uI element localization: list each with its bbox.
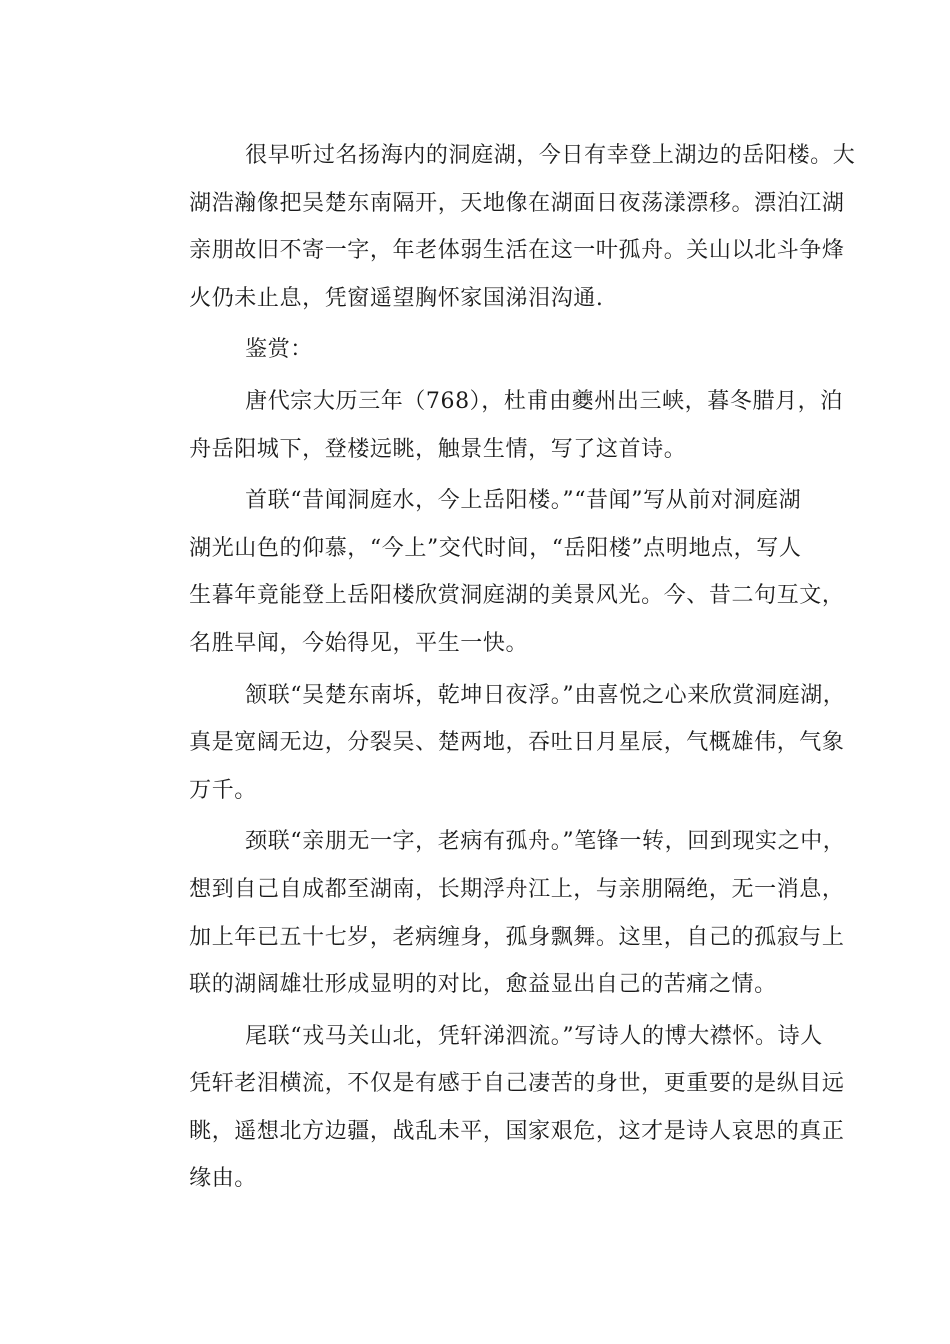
text-line: 名胜早闻，今始得见，平生一快。: [189, 630, 529, 656]
paragraph-second-couplet: [144, 672, 846, 815]
text-line: 颈联“亲朋无一字，老病有孤舟。”笔锋一转，回到现实之中，: [245, 829, 846, 855]
text-line: 湖浩瀚像把吴楚东南隔开，天地像在湖面日夜荡漾漂移。漂泊江湖: [189, 190, 845, 216]
text-line: 唐代宗大历三年（768），杜甫由夔州出三峡，暮冬腊月，泊: [245, 388, 843, 414]
text-line: 想到自己自成都至湖南，长期浮舟江上，与亲朋隔绝，无一消息，: [189, 876, 845, 902]
paragraph-last-couplet: [144, 1013, 845, 1203]
text-line: 湖光山色的仰慕，“今上”交代时间，“岳阳楼”点明地点，写人: [189, 535, 802, 561]
text-line: 凭轩老泪横流，不仅是有感于自己凄苦的身世，更重要的是纵目远: [189, 1071, 845, 1097]
text-line: 火仍未止息，凭窗遥望胸怀家国涕泪沟通.: [189, 285, 604, 311]
text-line: 亲朋故旧不寄一字，年老体弱生活在这一叶孤舟。关山以北斗争烽: [189, 238, 845, 264]
paragraph-background: [144, 378, 843, 473]
paragraph-translation: [144, 132, 856, 322]
text-line: 颔联“吴楚东南坼，乾坤日夜浮。”由喜悦之心来欣赏洞庭湖，: [245, 682, 846, 708]
body-text: [144, 132, 856, 1207]
text-line: 首联“昔闻洞庭水，今上岳阳楼。”“昔闻”写从前对洞庭湖: [245, 488, 802, 514]
paragraph-first-couplet: [144, 477, 845, 667]
paragraph-appreciation-heading: [144, 326, 824, 374]
text-line: 尾联“戎马关山北，凭轩涕泗流。”写诗人的博大襟怀。诗人: [245, 1023, 823, 1049]
text-line: 加上年已五十七岁，老病缠身，孤身飘舞。这里，自己的孤寂与上: [189, 924, 845, 950]
text-line: 缘由。: [189, 1166, 257, 1192]
section-heading: 鉴赏：: [245, 337, 313, 363]
text-line: 真是宽阔无边，分裂吴、楚两地，吞吐日月星辰，气概雄伟，气象: [189, 730, 845, 756]
text-line: 舟岳阳城下，登楼远眺，触景生情，写了这首诗。: [189, 436, 687, 462]
text-line: 生暮年竟能登上岳阳楼欣赏洞庭湖的美景风光。今、昔二句互文，: [189, 583, 845, 609]
paragraph-third-couplet: [144, 818, 846, 1008]
text-line: 万千。: [189, 777, 257, 803]
text-line: 眺，遥想北方边疆，战乱未平，国家艰危，这才是诗人哀思的真正: [189, 1118, 845, 1144]
text-line: 很早听过名扬海内的洞庭湖，今日有幸登上湖边的岳阳楼。大: [245, 143, 856, 168]
text-line: 联的湖阔雄壮形成显明的对比，愈益显出自己的苦痛之情。: [189, 972, 777, 998]
